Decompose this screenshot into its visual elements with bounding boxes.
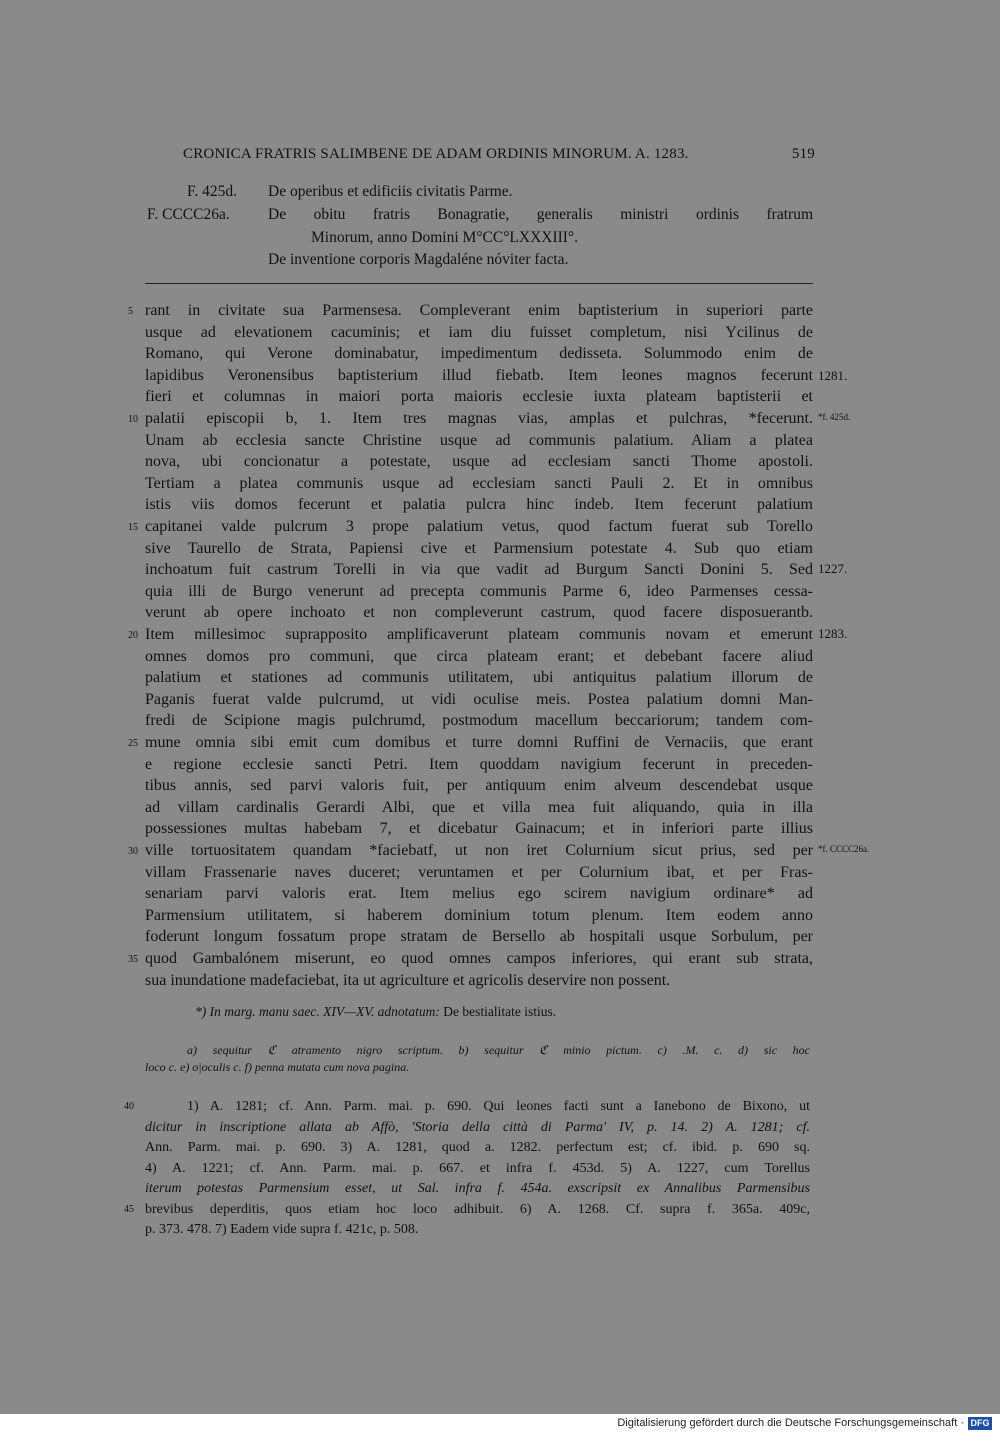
text-line: ad villam cardinalis Gerardi Albi, que et villa mea fuit aliquando, quia in illa [145, 798, 813, 816]
text-line: capitanei valde pulcrum 3 prope palatium vetus, quod factum fuerat sub Torello [145, 518, 813, 535]
text-line: sua inundatione madefaciebat, ita ut agriculture et agricolis deservire non possent. [145, 971, 671, 989]
line-number: 10 [128, 414, 138, 425]
text-line: foderunt longum fossatum prope stratam de Bersello ab hospitali usque Sorbulum, per [145, 928, 813, 946]
text-line: villam Frassenarie naves duceret; veruntamen et per Colurnium ibat, et per Fras- [145, 863, 813, 881]
reference-text: De operibus et edificiis civitatis Parme. [268, 183, 513, 200]
text-line: lapidibus Veronensibus baptisterium illud fiebatb. Item leones magnos fecerunt [145, 366, 813, 384]
text-line: rant in civitate sua Parmensesa. Compleverant enim baptisterium in superiori parte [145, 302, 813, 319]
margin-year: 1227. [818, 561, 848, 576]
note-line: p. 373. 478. 7) Eadem vide supra f. 421c, p. 508. [145, 1222, 419, 1237]
line-number: 25 [128, 738, 138, 749]
text-line: senariam parvi valoris erat. Item melius ego scirem navigium ordinare* ad [145, 885, 813, 903]
text-line: Romano, qui Verone dominabatur, impedimentum dedisseta. Solummodo enim de [145, 345, 813, 363]
text-line: palatium et stationes ad communis utilitatem, ubi antiquitus palatium illorum de [145, 669, 813, 687]
margin-folio: *f. 425d. [818, 412, 851, 422]
margin-year: 1281. [818, 368, 848, 383]
divider-rule [145, 283, 813, 284]
note-line: 4) A. 1221; cf. Ann. Parm. mai. p. 667. et infra f. 453d. 5) A. 1227, cum Torellus [145, 1160, 810, 1176]
reference-text: Minorum, anno Domini M°CC°LXXXIII°. [311, 229, 579, 246]
marginal-footnote-label: *) In marg. manu saec. XIV—XV. adnotatum: [195, 1004, 440, 1019]
note-line: 1) A. 1281; cf. Ann. Parm. mai. p. 690. Qui leones facti sunt a Ianebono de Bixono, ut [187, 1099, 810, 1114]
running-header [183, 146, 815, 163]
text-line: palatii episcopii b, 1. Item tres magnas vias, amplas et pulchras, *fecerunt. [145, 410, 813, 427]
text-line: usque ad elevationem cacuminis; et iam diu fuisset completum, nisi Ycilinus de [145, 323, 813, 341]
text-line: possessiones multas habebam 7, et dicebatur Gainacum; et in inferiori parte illius [145, 820, 813, 838]
line-number: 15 [128, 522, 138, 533]
text-line: quia illi de Burgo venerunt ad precepta communis Parme 6, ideo Parmenses cessa- [145, 582, 813, 600]
line-number: 45 [124, 1204, 134, 1215]
note-line: dicitur in inscriptione allata ab Affò, 'Storia della città di Parma' IV, p. 14. 2) A. 1281; cf. [145, 1119, 810, 1135]
note-line: iterum potestas Parmensium esset, ut Sal. infra f. 454a. exscripsit ex Annalibus Parmensibus [145, 1181, 810, 1196]
text-line: fieri et columnas in maiori porta maioris ecclesie iuxta plateam baptisterii et [145, 388, 813, 406]
running-title: CRONICA FRATRIS SALIMBENE DE ADAM ORDINIS MINORUM. A. 1283. [183, 146, 689, 162]
apparatus-line: loco c. e) o|oculis c. f) penna mutata cum nova pagina. [145, 1060, 410, 1074]
reference-text: De inventione corporis Magdaléne nóviter facta. [268, 251, 569, 268]
text-line: inchoatum fuit castrum Torelli in via que vadit ad Burgum Sancti Donini 5. Sed [145, 561, 813, 579]
text-line: Paganis fuerat valde pulcrumd, ut vidi oculise meis. Postea palatium domni Man- [145, 690, 813, 708]
margin-year: 1283. [818, 626, 848, 641]
text-line: mune omnia sibi emit cum domibus et turre domni Ruffini de Vernaciis, que erant [145, 734, 813, 751]
text-line: sive Taurello de Strata, Papiensi cive et Parmensium potestate 4. Sub quo etiam [145, 539, 813, 557]
line-number: 40 [124, 1101, 134, 1112]
dfg-logo: DFG [968, 1417, 992, 1430]
note-line: Ann. Parm. mai. p. 690. 3) A. 1281, quod a. 1282. perfectum est; cf. ibid. p. 690 sq. [145, 1140, 810, 1155]
reference-folio: F. CCCC26a. [147, 206, 230, 223]
margin-folio: *f. CCCC26a. [818, 844, 870, 854]
line-number: 35 [128, 954, 138, 965]
text-line: Parmensium utilitatem, si haberem dominium totum plenum. Item eodem anno [145, 906, 813, 924]
reference-folio: F. 425d. [187, 183, 238, 200]
apparatus-line: a) sequitur ℭ atramento nigro scriptum. b) sequitur ℭ minio pictum. c) .M. c. d) sic hoc [187, 1043, 810, 1057]
text-line: tibus annis, sed parvi valoris fuit, per antiquum enim alveum descendebat usque [145, 777, 813, 795]
text-line: fredi de Scipione magis pulchrumd, postmodum macellum beccariorum; tandem com- [145, 712, 813, 730]
page-number: 519 [791, 146, 815, 162]
text-line: quod Gambalónem miserunt, eo quod omnes campos inferiores, qui erant sub strata, [145, 950, 813, 967]
text-line: omnes domos pro communi, que circa plateam erant; et debebant facere aliud [145, 647, 813, 665]
text-line: istis viis domos fecerunt et palatia pulcra hinc indeb. Item fecerunt palatium [145, 496, 813, 514]
text-line: Tertiam a platea communis usque ad ecclesiam sancti Pauli 2. Et in omnibus [145, 474, 813, 492]
line-number: 20 [128, 630, 138, 641]
note-line: brevibus deperditis, quos etiam hoc loco adhibuit. 6) A. 1268. Cf. supra f. 365a. 409c, [145, 1201, 810, 1217]
footer-credit: Digitalisierung gefördert durch die Deutsche Forschungsgemeinschaft · [617, 1417, 964, 1429]
line-number: 30 [128, 846, 138, 857]
marginal-footnote-text: De bestialitate istius. [443, 1004, 557, 1019]
line-number: 5 [128, 306, 133, 317]
text-line: Unam ab ecclesia sancte Christine usque ad communis palatium. Aliam a platea [145, 431, 813, 449]
text-line: Item millesimoc suprapposito amplificaverunt plateam communis novam et emerunt [145, 626, 813, 643]
text-line: nova, ubi concionatur a potestate, usque ad ecclesiam sancti Thome apostoli. [145, 453, 813, 471]
marginal-footnote [195, 1004, 556, 1020]
text-line: ville tortuositatem quandam *faciebatf, ut non iret Colurnium sicut prius, sed per [145, 842, 813, 859]
text-line: e regione ecclesie sancti Petri. Item quoddam navigium fecerunt in preceden- [145, 755, 813, 773]
digitization-footer [0, 1414, 1000, 1434]
reference-text: De obitu fratris Bonagratie, generalis ministri ordinis fratrum [268, 206, 813, 223]
text-line: verunt ab opere inchoato et non compleverunt castrum, quod facere disposuerantb. [145, 604, 813, 622]
